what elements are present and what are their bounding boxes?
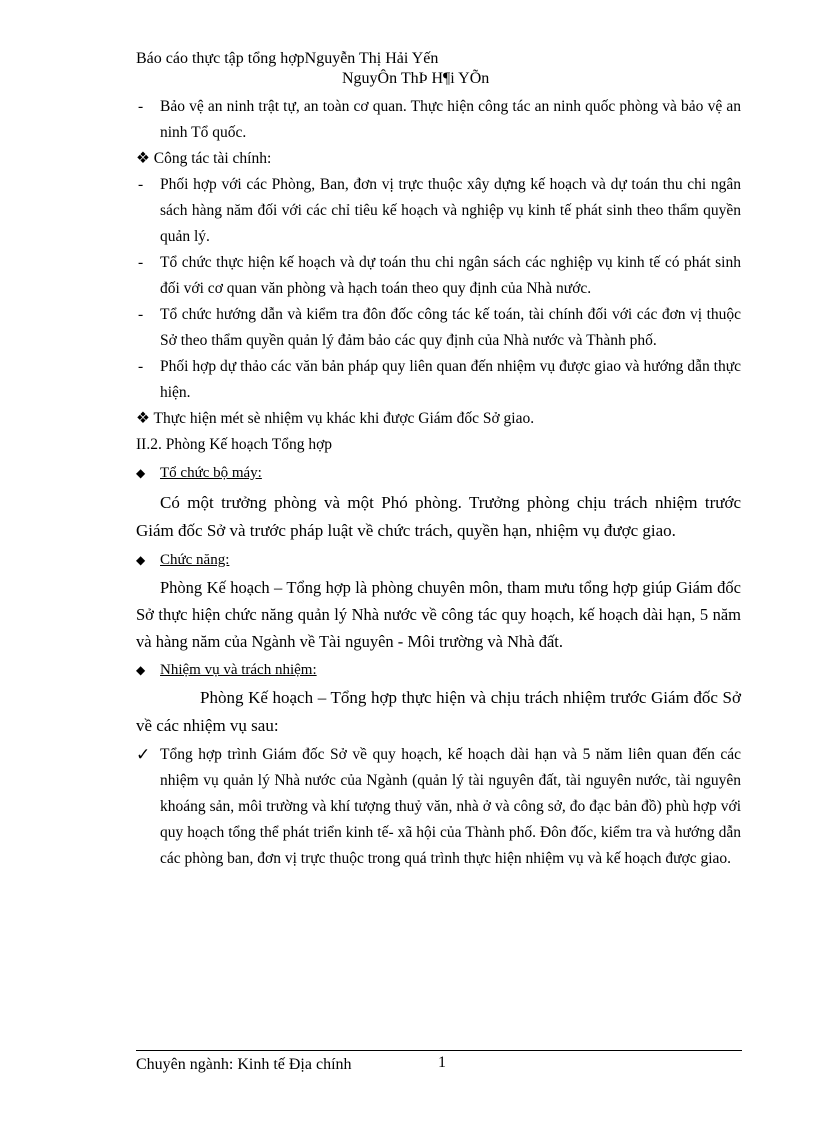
header-line-1: Báo cáo thực tập tổng hợpNguyễn Thị Hải Yến <box>136 50 439 67</box>
list-item-text: Thực hiện mét sè nhiệm vụ khác khi được Giám đốc Sở giao. <box>153 410 535 427</box>
list-item-text: Công tác tài chính: <box>153 150 272 167</box>
diamond-solid-icon: ◆ <box>136 663 146 677</box>
list-item <box>136 742 741 872</box>
dash-bullet: - <box>138 358 144 375</box>
diamond-solid-icon: ◆ <box>136 553 146 567</box>
checkmark-icon: ✓ <box>136 745 151 764</box>
func-heading <box>136 548 741 572</box>
list-item <box>136 94 741 146</box>
func-paragraph: Phòng Kế hoạch – Tổng hợp là phòng chuyên môn, tham mưu tổng hợp giúp Giám đốc Sở thực hiện chức năng quản lý Nhà nước về công tác quy hoạch, kế hoạch dài hạn, 5 năm và hàng năm của Ngành về Tài nguyên - Môi trường và Nhà đất. <box>136 578 741 651</box>
dash-bullet: - <box>138 98 144 115</box>
diamond-bullet-icon: ❖ <box>136 410 150 427</box>
func-label: Chức năng: <box>160 552 230 568</box>
list-item <box>136 250 741 302</box>
org-label: Tổ chức bộ máy: <box>160 465 262 481</box>
list-item-text: Bảo vệ an ninh trật tự, an toàn cơ quan. Thực hiện công tác an ninh quốc phòng và bảo vệ an ninh Tổ quốc. <box>160 98 741 141</box>
list-item <box>136 406 741 432</box>
org-heading <box>136 461 741 485</box>
document-body <box>136 94 741 872</box>
list-item <box>136 172 741 250</box>
list-item-text: Tổ chức thực hiện kế hoạch và dự toán thu chi ngân sách các nghiệp vụ kinh tế có phát sinh đối với cơ quan văn phòng và hạch toán theo quy định của Nhà nước. <box>160 254 741 297</box>
list-item <box>136 302 741 354</box>
footer-major: Chuyên ngành: Kinh tế Địa chính <box>136 1056 352 1073</box>
list-item-text: Tổ chức hướng dẫn và kiểm tra đôn đốc công tác kế toán, tài chính đối với các đơn vị thuộc Sở theo thẩm quyền quản lý đảm bảo các quy định của Nhà nước và Thành phố. <box>160 306 741 349</box>
header-line-2: NguyÔn ThÞ H¶i YÕn <box>342 70 490 87</box>
dash-bullet: - <box>138 306 144 323</box>
section-title: II.2. Phòng Kế hoạch Tổng hợp <box>136 436 333 453</box>
diamond-bullet-icon: ❖ <box>136 150 150 167</box>
dash-bullet: - <box>138 254 144 271</box>
list-item-text: Phối hợp với các Phòng, Ban, đơn vị trực thuộc xây dựng kế hoạch và dự toán thu chi ngân sách hàng năm đối với các chỉ tiêu kế hoạch và nghiệp vụ kinh tế phát sinh theo thẩm quyền quản lý. <box>160 176 741 245</box>
list-item <box>136 146 741 172</box>
footer-divider <box>136 1050 742 1051</box>
org-paragraph: Có một trưởng phòng và một Phó phòng. Trưởng phòng chịu trách nhiệm trước Giám đốc Sở và trước pháp luật về chức trách, quyền hạn, nhiệm vụ được giao. <box>136 493 741 540</box>
list-item <box>136 354 741 406</box>
diamond-solid-icon: ◆ <box>136 466 146 480</box>
dash-bullet: - <box>138 176 144 193</box>
list-item-text: Tổng hợp trình Giám đốc Sở về quy hoạch, kế hoạch dài hạn và 5 năm liên quan đến các nhiệm vụ quản lý Nhà nước của Ngành (quản lý tài nguyên đất, tài nguyên nước, tài nguyên khoáng sản, môi trường và khí tượng thuỷ văn, nhà ở và công sở, đo đạc bản đồ) phù hợp với quy hoạch tổng thể phát triển kinh tế- xã hội của Thành phố. Đôn đốc, kiểm tra và hướng dẫn các phòng ban, đơn vị trực thuộc trong quá trình thực hiện nhiệm vụ và kế hoạch được giao. <box>160 746 741 867</box>
list-item-text: Phối hợp dự thảo các văn bản pháp quy liên quan đến nhiệm vụ được giao và hướng dẫn thực hiện. <box>160 358 741 401</box>
duty-paragraph: Phòng Kế hoạch – Tổng hợp thực hiện và chịu trách nhiệm trước Giám đốc Sở về các nhiệm vụ sau: <box>136 688 741 735</box>
duty-heading <box>136 658 741 682</box>
duty-label: Nhiệm vụ và trách nhiệm: <box>160 662 317 678</box>
page-number: 1 <box>438 1054 446 1071</box>
